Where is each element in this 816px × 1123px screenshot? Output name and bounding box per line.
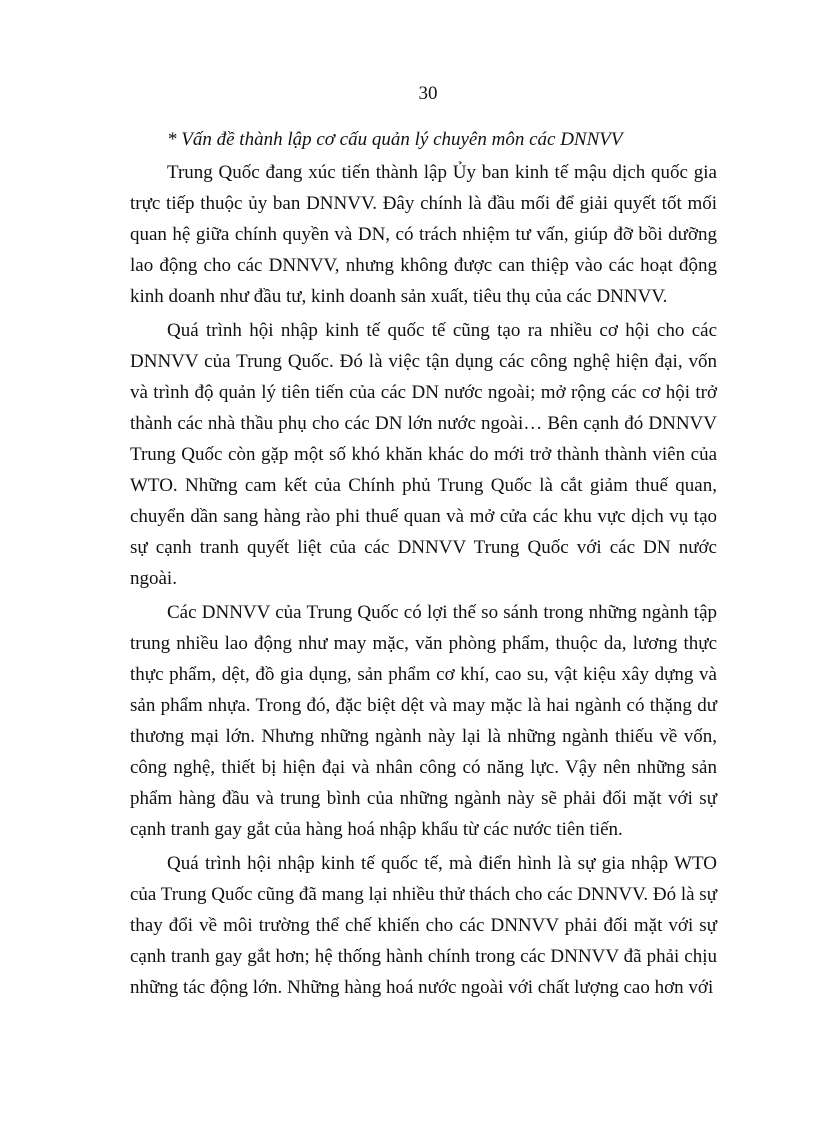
paragraph: Quá trình hội nhập kinh tế quốc tế, mà điển hình là sự gia nhập WTO của Trung Quốc cũng đã mang lại nhiều thử thách cho các DNNVV. Đó là sự thay đổi về môi trường thể chế khiến cho các DNNVV phải đối mặt với sự cạnh tranh gay gắt hơn; hệ thống hành chính trong các DNNVV đã phải chịu những tác động lớn. Những hàng hoá nước ngoài với chất lượng cao hơn với: [130, 853, 717, 998]
section-heading: * Vấn đề thành lập cơ cấu quản lý chuyên môn các DNNVV: [167, 129, 623, 150]
paragraph: Trung Quốc đang xúc tiến thành lập Ủy ban kinh tế mậu dịch quốc gia trực tiếp thuộc ủy ban DNNVV. Đây chính là đầu mối để giải quyết tốt mối quan hệ giữa chính quyền và DN, có trách nhiệm tư vấn, giúp đỡ bồi dưỡng lao động cho các DNNVV, nhưng không được can thiệp vào các hoạt động kinh doanh như đầu tư, kinh doanh sản xuất, tiêu thụ của các DNNVV.: [130, 162, 717, 307]
page-body: [130, 125, 717, 1003]
paragraph: Quá trình hội nhập kinh tế quốc tế cũng tạo ra nhiều cơ hội cho các DNNVV của Trung Quốc. Đó là việc tận dụng các công nghệ hiện đại, vốn và trình độ quản lý tiên tiến của các DN nước ngoài; mở rộng các cơ hội trở thành các nhà thầu phụ cho các DN lớn nước ngoài… Bên cạnh đó DNNVV Trung Quốc còn gặp một số khó khăn khác do mới trở thành thành viên của WTO. Những cam kết của Chính phủ Trung Quốc là cắt giảm thuế quan, chuyển dần sang hàng rào phi thuế quan và mở cửa các khu vực dịch vụ tạo sự cạnh tranh quyết liệt của các DNNVV Trung Quốc với các DN nước ngoài.: [130, 320, 717, 589]
page-number: 30: [418, 83, 438, 104]
paragraph: Các DNNVV của Trung Quốc có lợi thế so sánh trong những ngành tập trung nhiều lao động như may mặc, văn phòng phẩm, thuộc da, lương thực thực phẩm, dệt, đồ gia dụng, sản phẩm cơ khí, cao su, vật kiệu xây dựng và sản phẩm nhựa. Trong đó, đặc biệt dệt và may mặc là hai ngành có thặng dư thương mại lớn. Nhưng những ngành này lại là những ngành thiếu về vốn, công nghệ, thiết bị hiện đại và nhân công có năng lực. Vậy nên những sản phẩm hàng đầu và trung bình của những ngành này sẽ phải đối mặt với sự cạnh tranh gay gắt của hàng hoá nhập khẩu từ các nước tiên tiến.: [130, 602, 717, 840]
